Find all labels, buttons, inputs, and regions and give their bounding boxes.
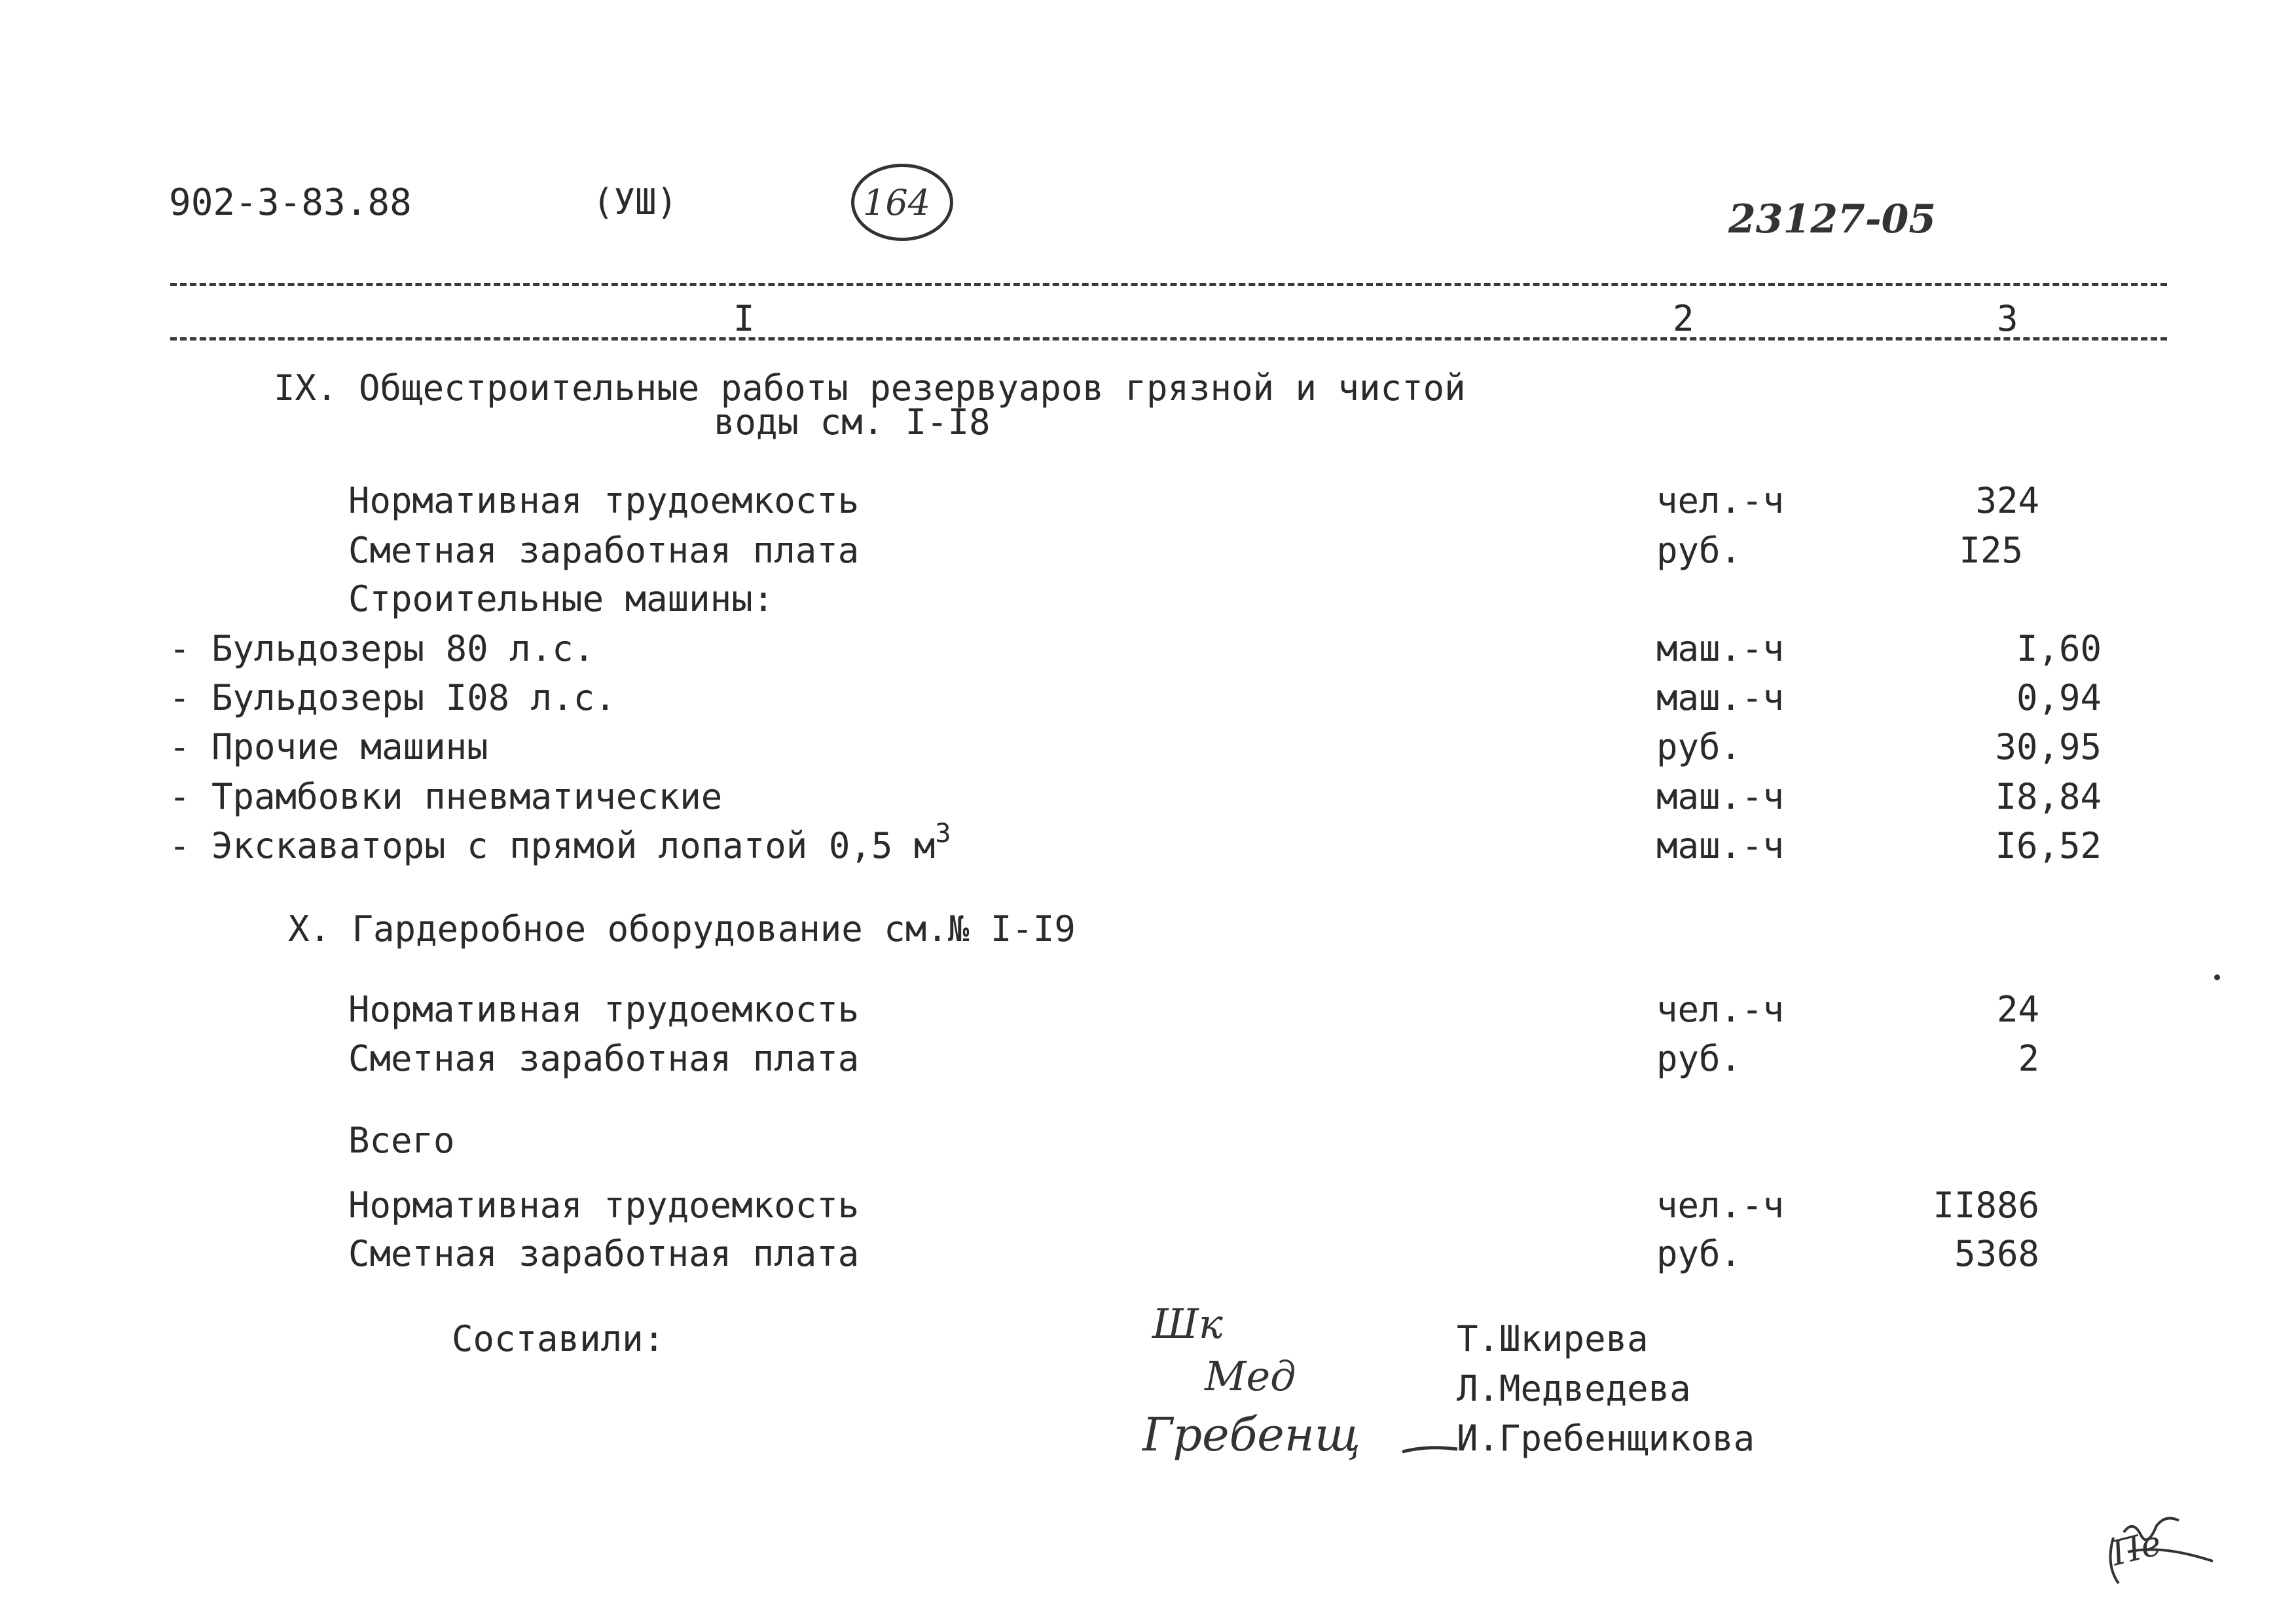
signature-dash (1401, 1444, 1460, 1457)
row-unit: руб. (1656, 1233, 1742, 1274)
section-ix-title-continued: воды см. I-I8 (714, 401, 991, 443)
page-number: 164 (863, 182, 931, 223)
machine-row-label: - Бульдозеры I08 л.с. (169, 677, 616, 718)
row-unit: руб. (1656, 530, 1742, 571)
row-value: 2 (2018, 1038, 2039, 1079)
header-bottom-rule (170, 337, 2167, 341)
row-value: 324 (1975, 480, 2039, 521)
header-top-rule (170, 283, 2167, 286)
volume-label: (УШ) (592, 181, 678, 223)
machine-row-label: - Бульдозеры 80 л.с. (169, 628, 595, 669)
machine-row-value: I6,52 (1995, 825, 2102, 866)
row-value: 24 (1996, 989, 2039, 1030)
machine-row-unit: руб. (1656, 726, 1742, 767)
row-unit: чел.-ч (1656, 989, 1785, 1030)
machine-row-unit: маш.-ч (1656, 825, 1785, 866)
row-label: Сметная заработная плата (348, 1233, 860, 1274)
row-label: Нормативная трудоемкость (348, 1185, 860, 1226)
machine-row-value: 30,95 (1995, 726, 2102, 767)
column-3-header: 3 (1997, 298, 2018, 339)
row-value: 5368 (1954, 1233, 2039, 1274)
machine-row-unit: маш.-ч (1656, 628, 1785, 669)
machine-row-unit: маш.-ч (1656, 677, 1785, 718)
row-value: II886 (1933, 1185, 2039, 1226)
machines-heading: Строительные машины: (348, 578, 774, 619)
compiler-name: И.Гребенщикова (1457, 1418, 1755, 1459)
row-unit: руб. (1656, 1038, 1742, 1079)
signature-1: Шк (1152, 1300, 1223, 1348)
row-label: Нормативная трудоемкость (348, 989, 860, 1030)
machine-row-label: - Прочие машины (169, 726, 488, 767)
machine-row-value: 0,94 (2016, 677, 2102, 718)
column-2-header: 2 (1673, 298, 1694, 339)
compiler-name: Л.Медведева (1457, 1368, 1691, 1409)
stray-dot (2214, 974, 2220, 980)
row-unit: чел.-ч (1656, 480, 1785, 521)
machine-row-label-text: - Экскаваторы с прямой лопатой 0,5 м (169, 825, 936, 866)
document-code: 23127-05 (1728, 196, 1937, 242)
row-value: I25 (1959, 530, 2023, 571)
row-label: Сметная заработная плата (348, 1038, 860, 1079)
machine-row-value: I8,84 (1995, 776, 2102, 817)
machine-row-label (169, 819, 951, 866)
section-ix-title: IX. Общестроительные работы резервуаров грязной и чистой (274, 367, 1466, 409)
column-1-header: I (733, 298, 755, 339)
section-x-title: X. Гардеробное оборудование см.№ I-I9 (288, 908, 1076, 950)
signature-2: Мед (1205, 1352, 1296, 1400)
machine-row-value: I,60 (2016, 628, 2102, 669)
corner-scribble (2102, 1506, 2226, 1591)
signature-3: Гребенщ (1142, 1408, 1360, 1462)
compilers-label: Составили: (452, 1318, 665, 1359)
machine-row-unit: маш.-ч (1656, 776, 1785, 817)
corner-mark: Пе (2107, 1523, 2166, 1574)
row-unit: чел.-ч (1656, 1185, 1785, 1226)
project-code: 902-3-83.88 (169, 181, 412, 224)
cubic-superscript: 3 (935, 819, 951, 849)
row-label: Нормативная трудоемкость (348, 480, 860, 521)
machine-row-label: - Трамбовки пневматические (169, 776, 723, 817)
total-heading: Всего (348, 1120, 455, 1161)
row-label: Сметная заработная плата (348, 530, 860, 571)
compiler-name: Т.Шкирева (1457, 1318, 1649, 1359)
